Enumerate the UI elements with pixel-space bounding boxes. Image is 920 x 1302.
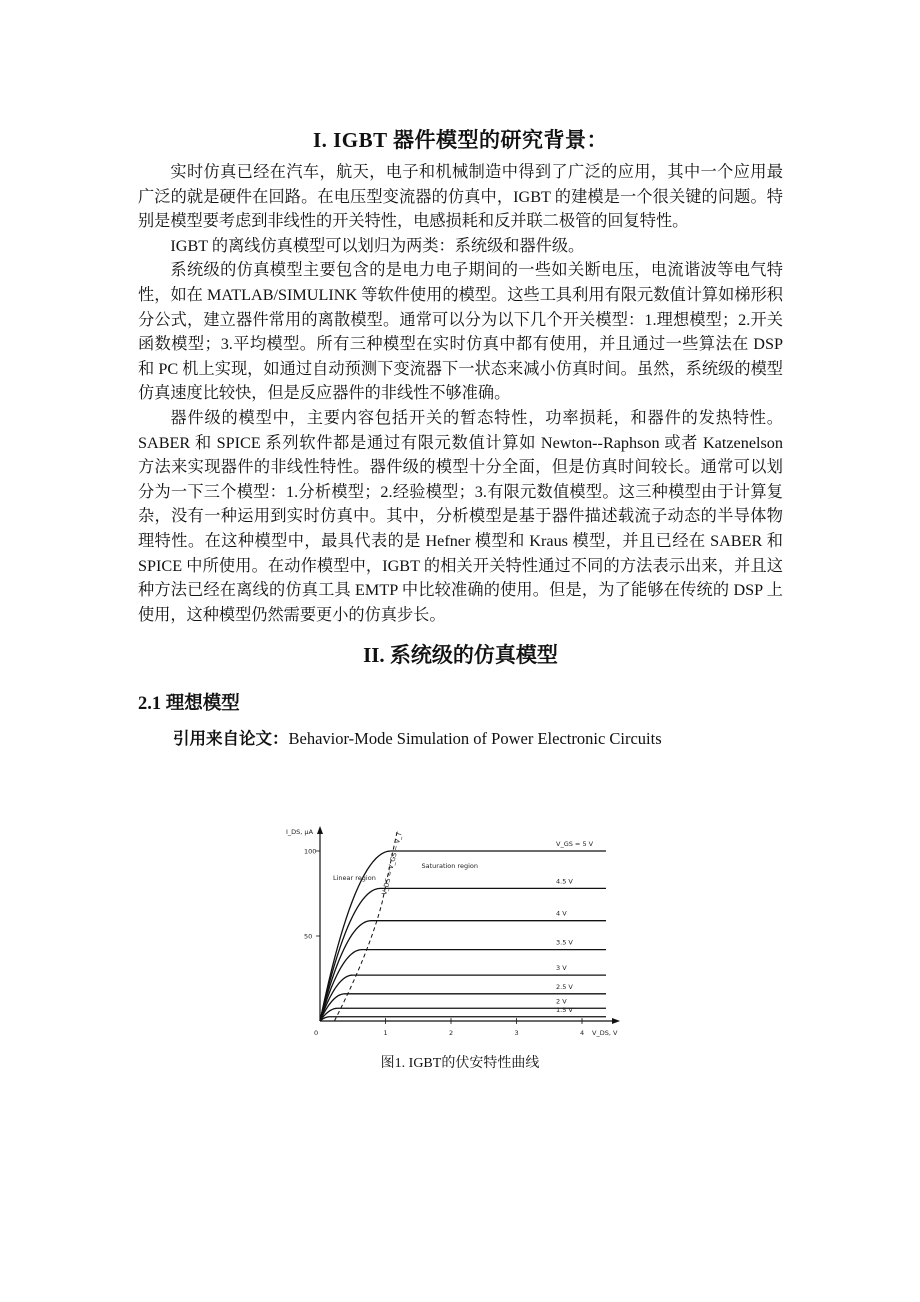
y-tick-label: 100: [304, 847, 317, 856]
curve-label: 2.5 V: [556, 982, 573, 991]
x-tick-label: 0: [314, 1029, 319, 1037]
curve-label: 2 V: [556, 997, 567, 1006]
curve-label: 4.5 V: [556, 877, 573, 886]
x-axis-arrow: [612, 1018, 620, 1024]
paragraph-1: 实时仿真已经在汽车，航天，电子和机械制造中得到了广泛的应用，其中一个应用最广泛的就是硬件在回路。在电压型变流器的仿真中，IGBT 的建模是一个很关键的问题。特别是模型要考虑到非线性的开关特性，电感损耗和反并联二极管的回复特性。: [138, 163, 783, 231]
paragraph-3: 系统级的仿真模型主要包含的是电力电子期间的一些如关断电压，电流谐波等电气特性，如在 MATLAB/SIMULINK 等软件使用的模型。这些工具利用有限元数值计算如梯形积分公式，建立器件常用的离散模型。通常可以分为以下几个开关模型：1.理想模型；2.开关函数模型；3.平均模型。所有三种模型在实时仿真中都有使用，并且通过一些算法在 DSP 和 PC 机上实现，如通过自动预测下变流器下一状态来减小仿真时间。虽然，系统级的模型仿真速度比较快，但是反应器件的非线性不够准确。: [138, 261, 783, 403]
x-tick-label: 3: [514, 1029, 519, 1037]
annotation-saturation-region: Saturation region: [421, 862, 479, 870]
y-axis-arrow: [317, 826, 323, 834]
curve-label: V_GS = 5 V: [556, 840, 594, 848]
document-page: [138, 126, 783, 751]
x-tick-label: 2: [449, 1029, 454, 1037]
x-tick-label: 4: [580, 1029, 585, 1037]
section-1-heading: I. IGBT 器件模型的研究背景：: [312, 128, 609, 152]
section-2-heading: II. 系统级的仿真模型: [363, 643, 558, 668]
citation-label: 引用来自论文：: [173, 729, 289, 749]
paragraph-4: 器件级的模型中，主要内容包括开关的暂态特性，功率损耗，和器件的发热特性。SABER 和 SPICE 系列软件都是通过有限元数值计算如 Newton--Raphson 或者 Katzenelson 方法来实现器件的非线性特性。器件级的模型十分全面，但是仿真时间较长。通常可以划分为一下三个模型：1.分析模型；2.经验模型；3.有限元数值模型。这三种模型由于计算复杂，没有一种运用到实时仿真中。其中，分析模型是基于器件描述载流子动态的半导体物理特性。在这种模型中，最具代表的是 Hefner 模型和 Kraus 模型，并且已经在 SABER 和 SPICE 中所使用。在动作模型中，IGBT 的相关开关特性通过不同的方法表示出来，并且这种方法已经在离线的仿真工具 EMTP 中比较准确的使用。但是，为了能够在传统的 DSP 上使用，这种模型仍然需要更小的仿真步长。: [138, 408, 783, 624]
curve-label: 3 V: [556, 964, 567, 973]
chart-labels: [286, 828, 618, 1037]
figure-caption: 图1. IGBT的伏安特性曲线: [380, 1056, 540, 1071]
iv-characteristic-figure: [280, 818, 630, 1040]
paragraph-2: IGBT 的离线仿真模型可以划归为两类：系统级和器件级。: [170, 236, 585, 255]
chart-curves: [320, 831, 606, 1021]
curve-label: 3.5 V: [556, 938, 573, 947]
subsection-heading: 2.1 理想模型: [138, 694, 240, 715]
curve-1-5-v: [320, 1017, 606, 1021]
curve-label: 1.5 V: [556, 1005, 573, 1014]
annotation-linear-region: Linear region: [333, 873, 376, 882]
y-axis-label: I_DS, μA: [286, 828, 314, 836]
y-tick-label: 50: [304, 932, 313, 941]
curve-label: 4 V: [556, 909, 567, 918]
citation-title: Behavior-Mode Simulation of Power Electronic Circuits: [288, 729, 662, 749]
x-tick-label: 1: [383, 1029, 388, 1037]
annotation-boundary: V_DS = V_GS − V_T: [380, 831, 404, 896]
iv-chart: [280, 818, 630, 1040]
citation: [138, 727, 783, 751]
x-axis-label: V_DS, V: [592, 1029, 618, 1037]
